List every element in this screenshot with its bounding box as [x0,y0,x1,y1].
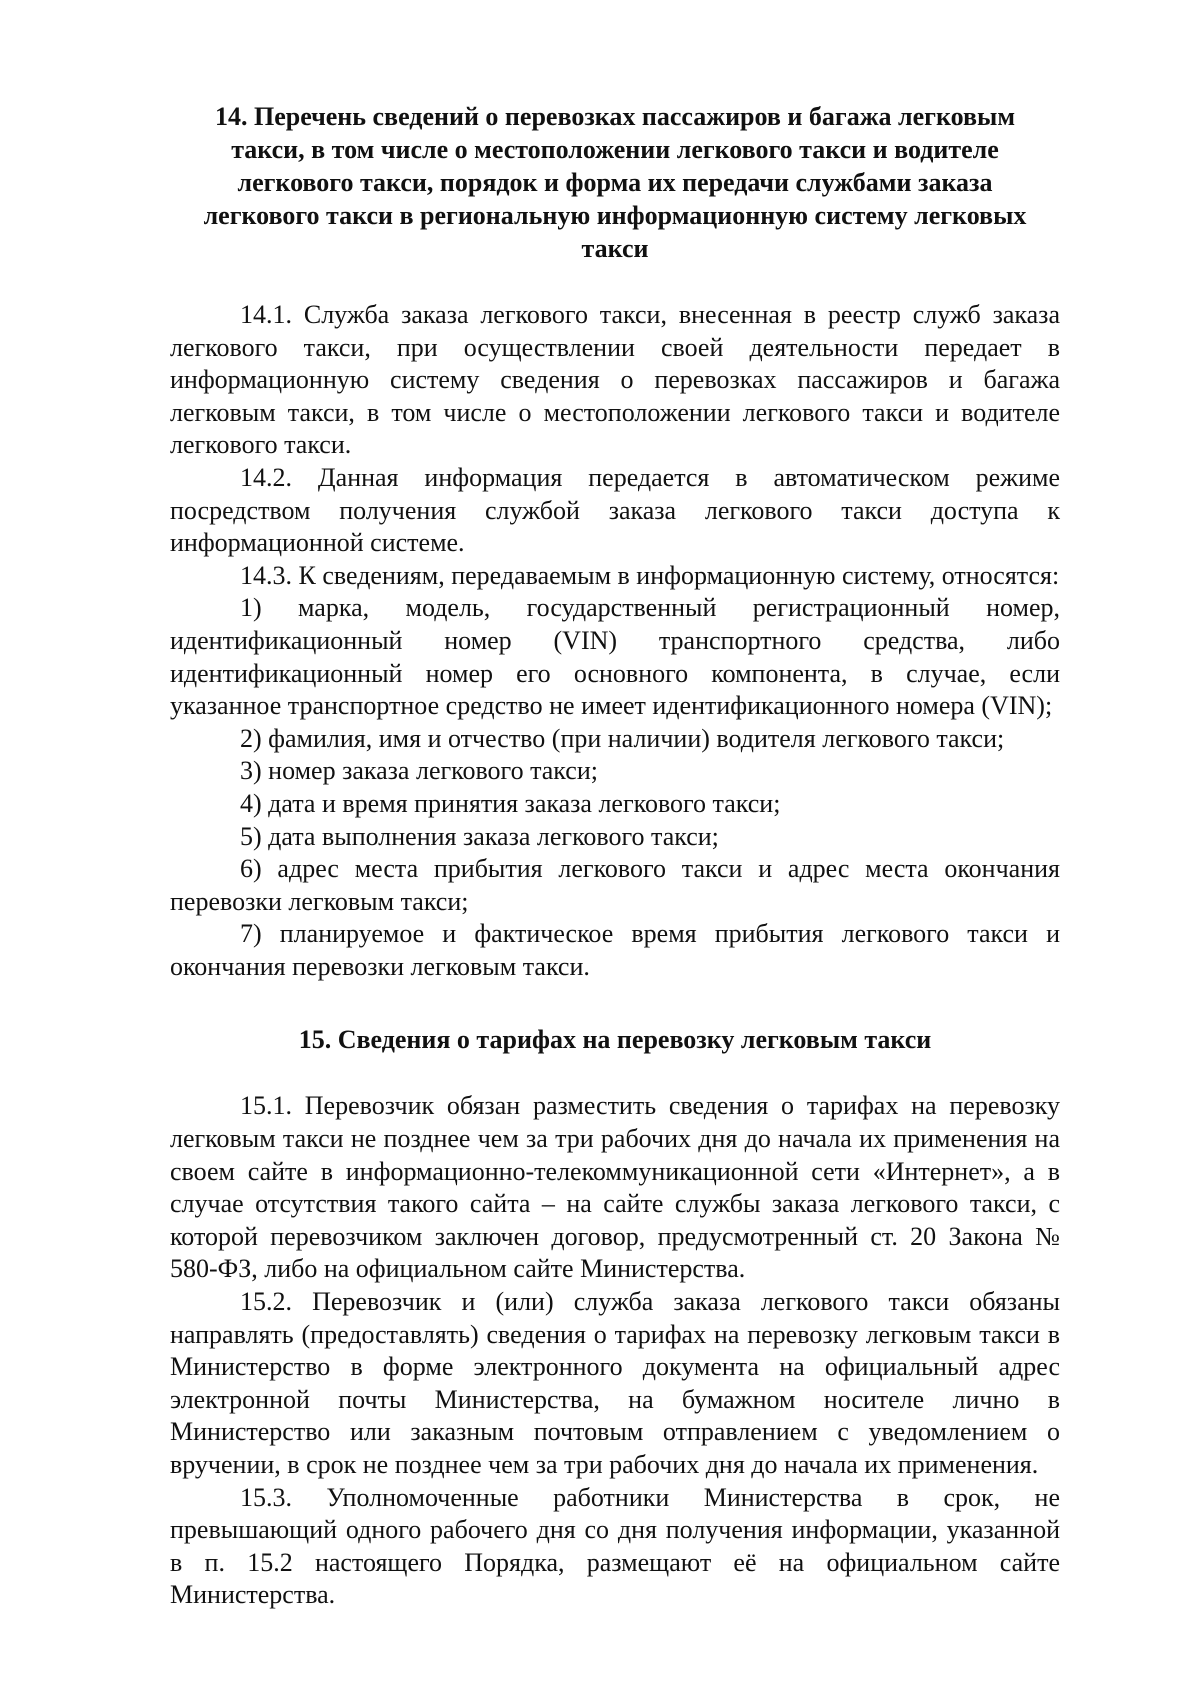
section-14 [170,100,1060,983]
paragraph-15-3: 15.3. Уполномоченные работники Министерства в срок, не превышающий одного рабочего дня со дня получения информации, указанной в п. 15.2 настоящего Порядка, размещают её на официальном сайте Министерства. [170,1482,1060,1610]
list-item-3: 3) номер заказа легкового такси; [240,756,598,786]
list-item-2: 2) фамилия, имя и отчество (при наличии) водителя легкового такси; [240,723,1005,753]
list-item-7: 7) планируемое и фактическое время прибытия легкового такси и окончания перевозки легковым такси. [170,919,1060,981]
paragraph-14-1: 14.1. Служба заказа легкового такси, внесенная в реестр служб заказа легкового такси, при осуществлении своей деятельности передает в информационную систему сведения о перевозках пассажиров и багажа легковым такси, в том числе о местоположении легкового такси и водителе легкового такси. [170,300,1060,460]
section-15-title: 15. Сведения о тарифах на перевозку легковым такси [298,1025,932,1055]
paragraph-15-1: 15.1. Перевозчик обязан разместить сведения о тарифах на перевозку легковым такси не позднее чем за три рабочих дня до начала их применения на своем сайте в информационно-телекоммуникационной сети «Интернет», а в случае отсутствия такого сайта – на сайте службы заказа легкового такси, с которой перевозчиком заключен договор, предусмотренный ст. 20 Закона № 580-ФЗ, либо на официальном сайте Министерства. [170,1091,1060,1284]
spacer [170,265,1060,299]
paragraph-14-2: 14.2. Данная информация передается в автоматическом режиме посредством получения службой заказа легкового такси доступа к информационной системе. [170,462,1060,558]
paragraph-14-3: 14.3. К сведениям, передаваемым в информационную систему, относятся: [240,560,1060,590]
spacer [170,983,1060,1023]
list-item-6: 6) адрес места прибытия легкового такси и адрес места окончания перевозки легковым такси; [170,854,1060,916]
list-item-5: 5) дата выполнения заказа легкового такси; [240,821,719,851]
spacer [170,1056,1060,1090]
list-item-4: 4) дата и время принятия заказа легкового такси; [240,788,781,818]
section-15 [170,1023,1060,1612]
paragraph-15-2: 15.2. Перевозчик и (или) служба заказа легкового такси обязаны направлять (предоставлять) сведения о тарифах на перевозку легковым такси в Министерство в форме электронного документа на официальный адрес электронной почты Министерства, на бумажном носителе лично в Министерство или заказным почтовым отправлением с уведомлением о вручении, в срок не позднее чем за три рабочих дня до начала их применения. [170,1287,1060,1479]
section-14-title: 14. Перечень сведений о перевозках пассажиров и багажа легковым такси, в том числе о местоположении легкового такси и водителе легкового такси, порядок и форма их передачи службами заказа легкового такси в региональную информационную систему легковых такси [203,102,1027,263]
list-item-1: 1) марка, модель, государственный регистрационный номер, идентификационный номер (VIN) транспортного средства, либо идентификационный номер его основного компонента, в случае, если указанное транспортное средство не имеет идентификационного номера (VIN); [170,593,1060,721]
